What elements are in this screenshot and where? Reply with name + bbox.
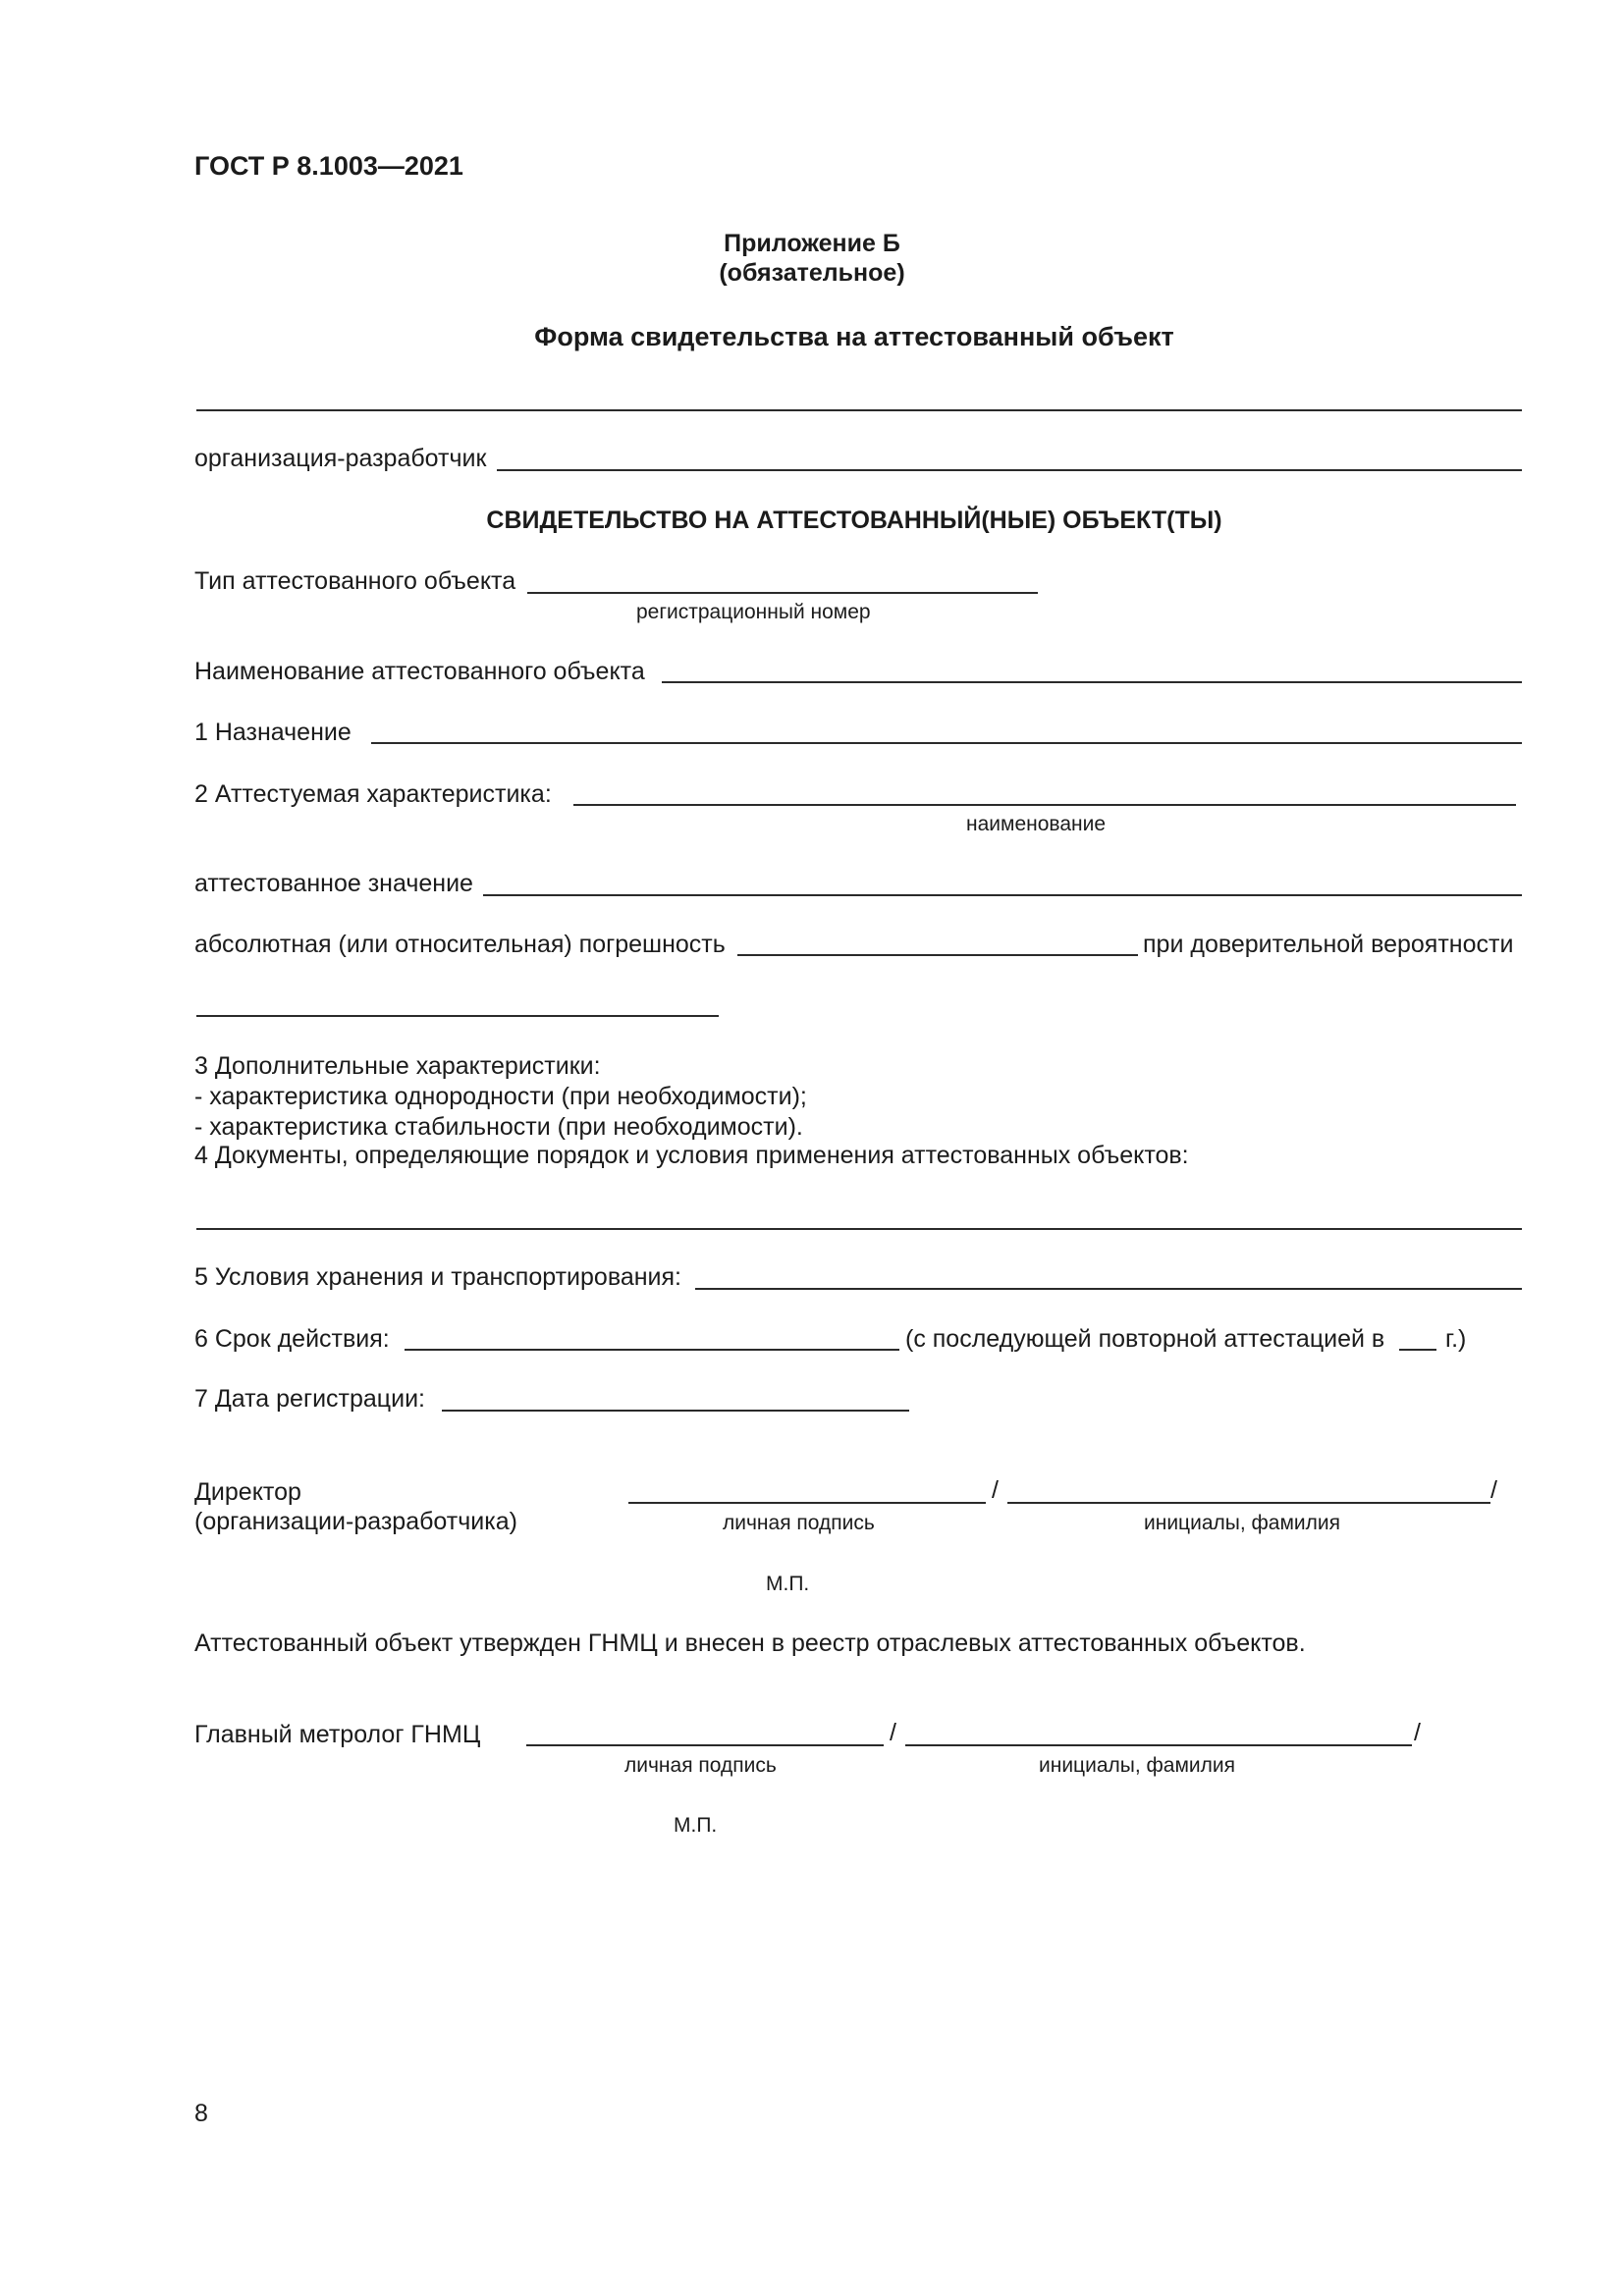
director-name-caption: инициалы, фамилия [1144, 1512, 1340, 1534]
purpose-line[interactable] [371, 742, 1522, 744]
registration-date-label: 7 Дата регистрации: [194, 1385, 425, 1413]
error-label: абсолютная (или относительная) погрешность [194, 931, 726, 958]
page-number: 8 [194, 2100, 208, 2127]
characteristic-line[interactable] [573, 804, 1516, 806]
validity-label: 6 Срок действия: [194, 1325, 390, 1353]
director-separator: / [1490, 1476, 1497, 1504]
director-name-line[interactable] [1007, 1502, 1490, 1504]
additional-item: - характеристика стабильности (при необходимости). [194, 1113, 803, 1141]
org-developer-label: организация-разработчик [194, 445, 487, 472]
confidence-value-line[interactable] [196, 1015, 719, 1017]
organization-name-line[interactable] [196, 409, 1522, 411]
approval-text: Аттестованный объект утвержден ГНМЦ и внесен в реестр отраслевых аттестованных объектов. [194, 1629, 1306, 1657]
error-line[interactable] [737, 954, 1138, 956]
documents-line[interactable] [196, 1228, 1522, 1230]
director-organization: (организации-разработчика) [194, 1508, 517, 1535]
reattestation-year-line[interactable] [1399, 1349, 1436, 1351]
additional-heading: 3 Дополнительные характеристики: [194, 1052, 601, 1080]
confidence-label: при доверительной вероятности [1143, 931, 1514, 958]
storage-line[interactable] [695, 1288, 1522, 1290]
form-title: Форма свидетельства на аттестованный объект [534, 322, 1174, 351]
metrologist-title: Главный метролог ГНМЦ [194, 1721, 481, 1748]
metrologist-name-caption: инициалы, фамилия [1039, 1754, 1235, 1777]
org-developer-line[interactable] [497, 469, 1522, 471]
object-name-line[interactable] [662, 681, 1522, 683]
appendix-status: (обязательное) [719, 259, 905, 287]
director-signature-line[interactable] [628, 1502, 986, 1504]
metrologist-stamp-mark: М.П. [674, 1814, 718, 1837]
documents-label: 4 Документы, определяющие порядок и условия применения аттестованных объектов: [194, 1142, 1189, 1169]
additional-item: - характеристика однородности (при необходимости); [194, 1083, 807, 1110]
characteristic-label: 2 Аттестуемая характеристика: [194, 780, 552, 808]
purpose-label: 1 Назначение [194, 719, 352, 746]
characteristic-name-caption: наименование [966, 813, 1107, 835]
reattestation-text: (с последующей повторной аттестацией в [905, 1325, 1385, 1353]
object-type-line[interactable] [527, 592, 1038, 594]
director-separator: / [992, 1476, 999, 1504]
metrologist-separator: / [890, 1719, 896, 1746]
metrologist-separator: / [1414, 1719, 1421, 1746]
metrologist-signature-line[interactable] [526, 1744, 884, 1746]
validity-line[interactable] [405, 1349, 899, 1351]
appendix-title: Приложение Б [724, 230, 900, 257]
document-code: ГОСТ Р 8.1003—2021 [194, 151, 463, 181]
director-stamp-mark: М.П. [766, 1573, 810, 1595]
certified-value-line[interactable] [483, 894, 1522, 896]
year-suffix: г.) [1445, 1325, 1467, 1353]
certificate-title: СВИДЕТЕЛЬСТВО НА АТТЕСТОВАННЫЙ(НЫЕ) ОБЪЕКТ(ТЫ) [486, 507, 1222, 534]
metrologist-signature-caption: личная подпись [624, 1754, 777, 1777]
metrologist-name-line[interactable] [905, 1744, 1412, 1746]
registration-number-caption: регистрационный номер [636, 601, 871, 623]
registration-date-line[interactable] [442, 1410, 909, 1412]
director-title: Директор [194, 1478, 301, 1506]
storage-label: 5 Условия хранения и транспортирования: [194, 1263, 681, 1291]
object-type-label: Тип аттестованного объекта [194, 567, 516, 595]
director-signature-caption: личная подпись [723, 1512, 875, 1534]
certified-value-label: аттестованное значение [194, 870, 473, 897]
object-name-label: Наименование аттестованного объекта [194, 658, 645, 685]
